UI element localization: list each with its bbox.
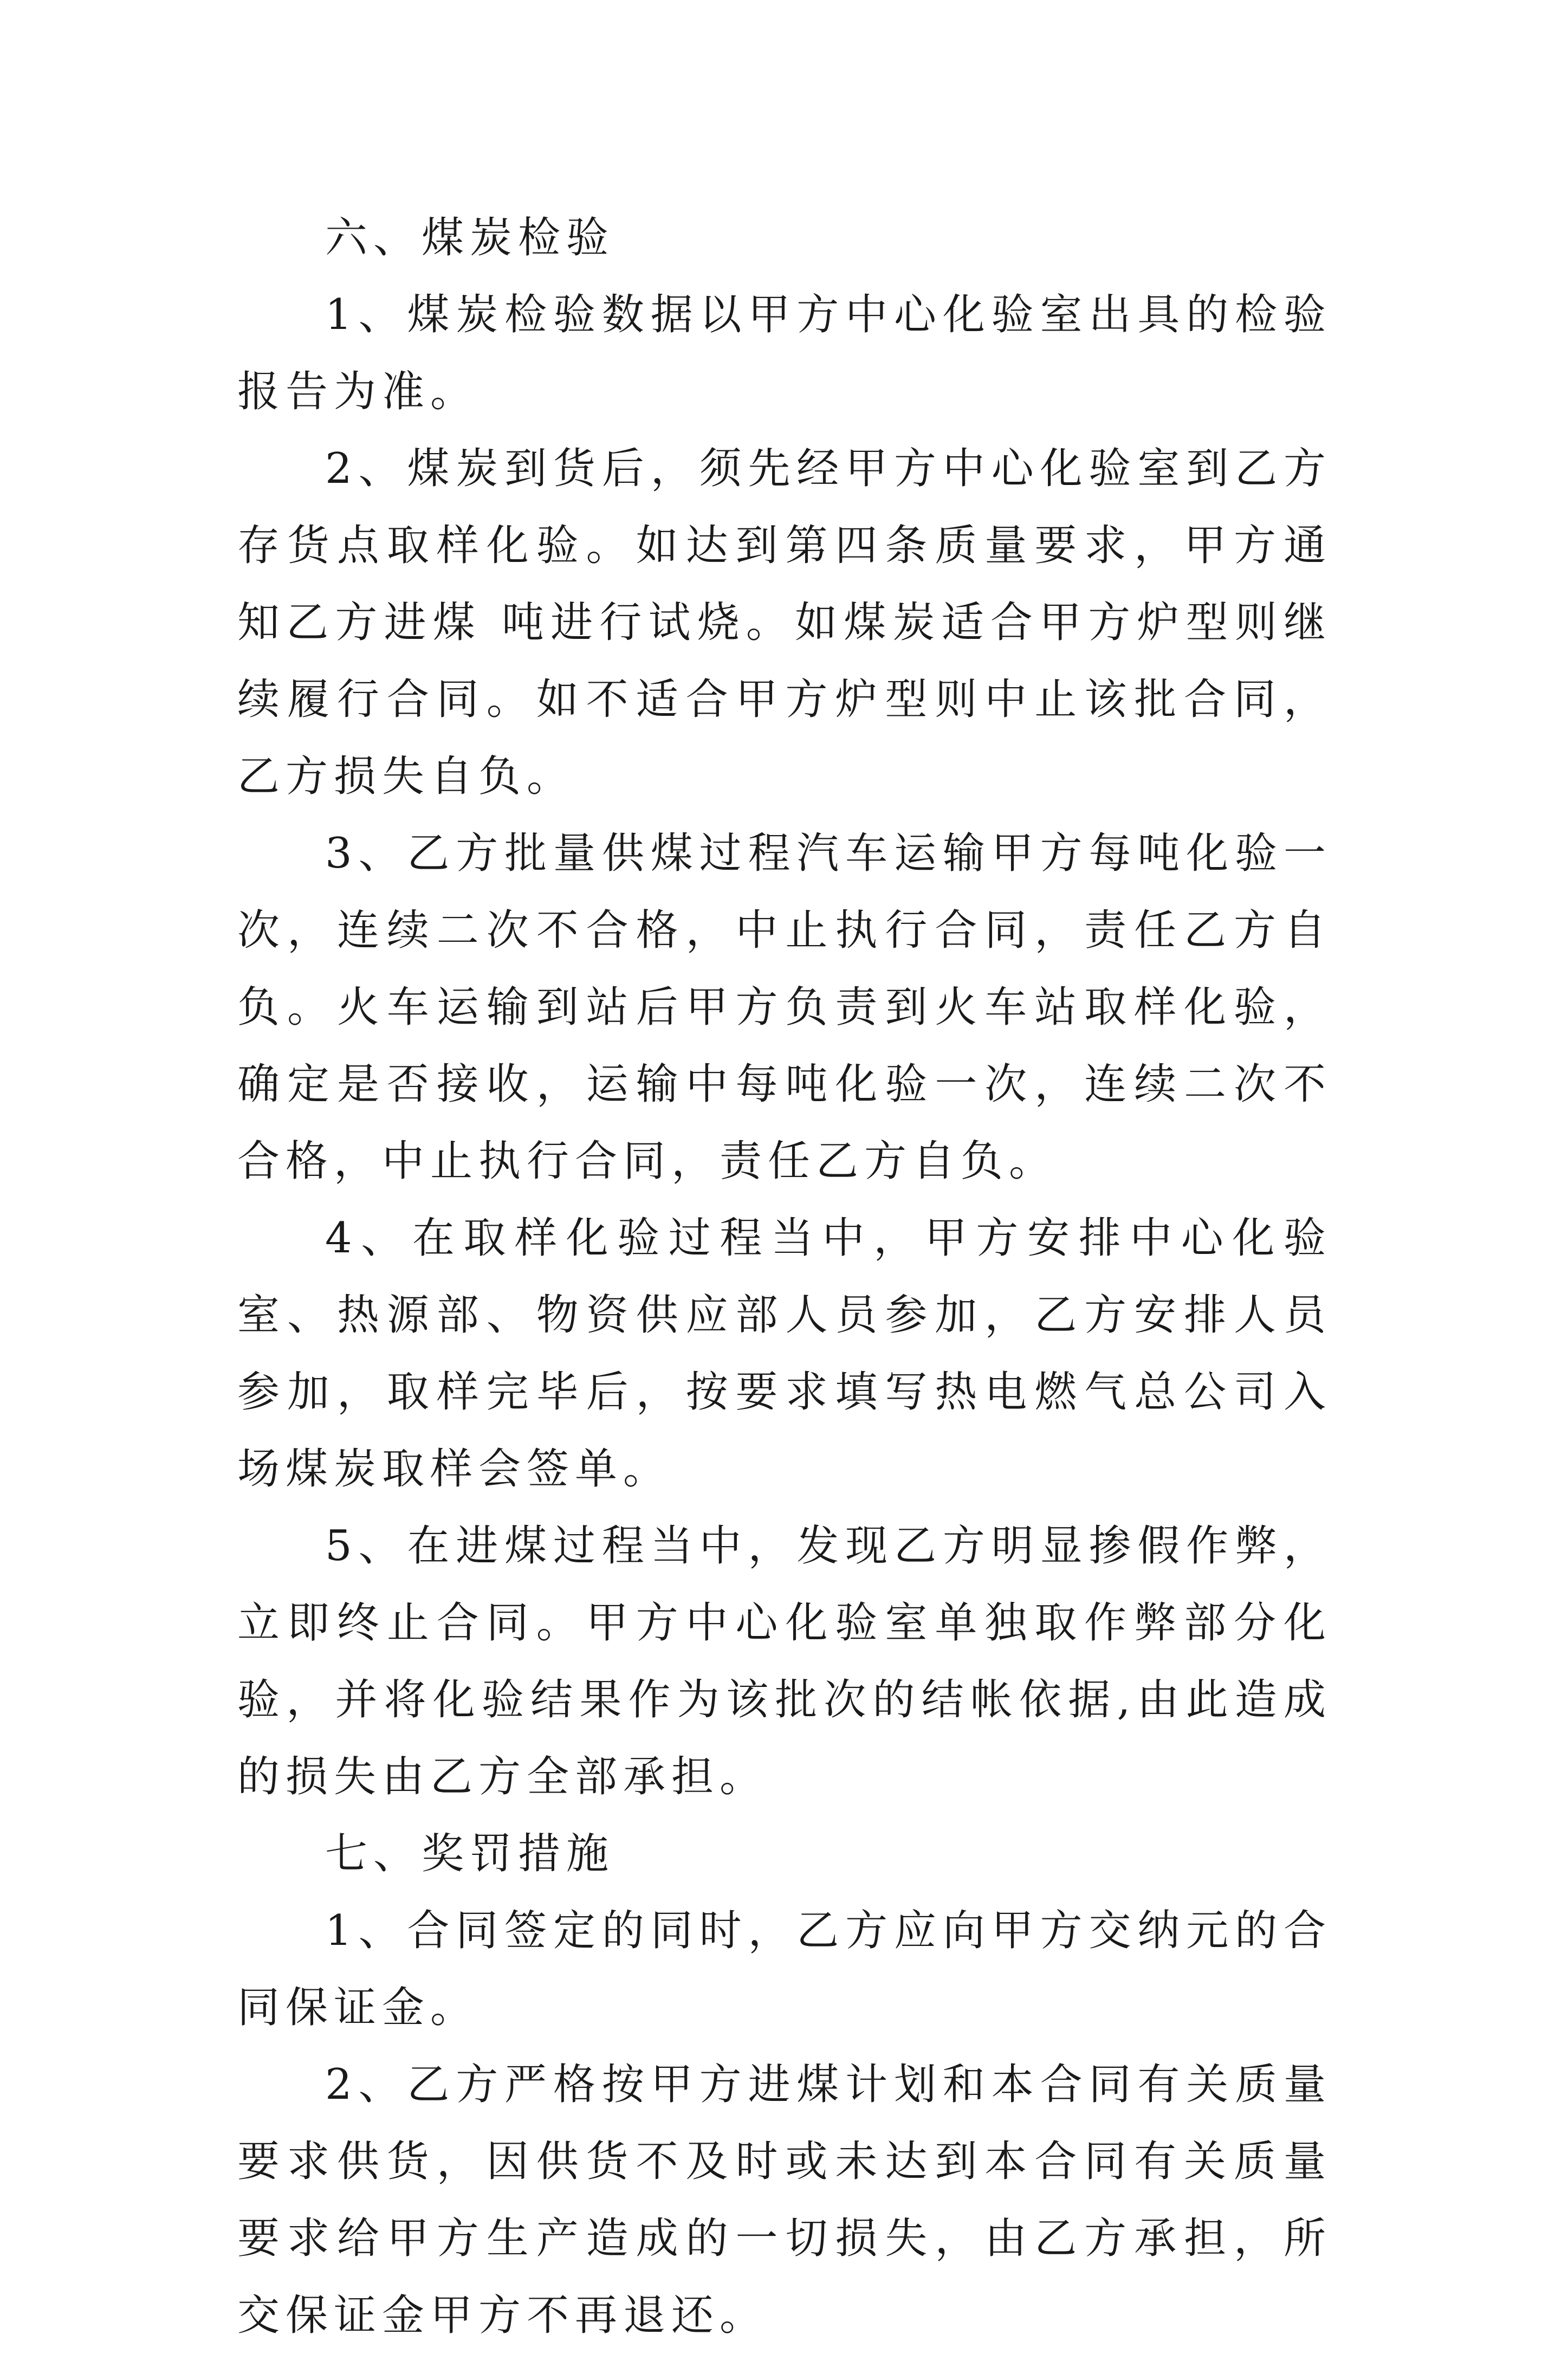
section-heading-rewards-penalties: 七、奖罚措施 xyxy=(325,1829,615,1878)
paragraph: 4、在取样化验过程当中，甲方安排中心化验室、热源部、物资供应部人员参加，乙方安排人员参加，取样完毕后，按要求填写热电燃气总公司入场煤炭取样会签单。 xyxy=(237,1214,1332,1493)
paragraph: 1、合同签定的同时，乙方应向甲方交纳元的合同保证金。 xyxy=(237,1906,1332,2032)
section-heading-coal-inspection: 六、煤炭检验 xyxy=(325,214,615,262)
paragraph: 5、在进煤过程当中，发现乙方明显掺假作弊，立即终止合同。甲方中心化验室单独取作弊部分化验，并将化验结果作为该批次的结帐依据,由此造成的损失由乙方全部承担。 xyxy=(237,1522,1332,1801)
paragraph: 1、煤炭检验数据以甲方中心化验室出具的检验报告为准。 xyxy=(237,290,1332,416)
paragraph: 2、煤炭到货后，须先经甲方中心化验室到乙方存货点取样化验。如达到第四条质量要求，甲方通知乙方进煤 吨进行试烧。如煤炭适合甲方炉型则继续履行合同。如不适合甲方炉型则中止该批合同，乙方损失自负。 xyxy=(237,444,1332,801)
document-body xyxy=(237,199,1332,2354)
paragraph: 3、乙方批量供煤过程汽车运输甲方每吨化验一次，连续二次不合格，中止执行合同，责任乙方自负。火车运输到站后甲方负责到火车站取样化验，确定是否接收，运输中每吨化验一次，连续二次不合格，中止执行合同，责任乙方自负。 xyxy=(237,829,1332,1186)
paragraph: 2、乙方严格按甲方进煤计划和本合同有关质量要求供货，因供货不及时或未达到本合同有关质量要求给甲方生产造成的一切损失，由乙方承担，所交保证金甲方不再退还。 xyxy=(237,2060,1332,2340)
